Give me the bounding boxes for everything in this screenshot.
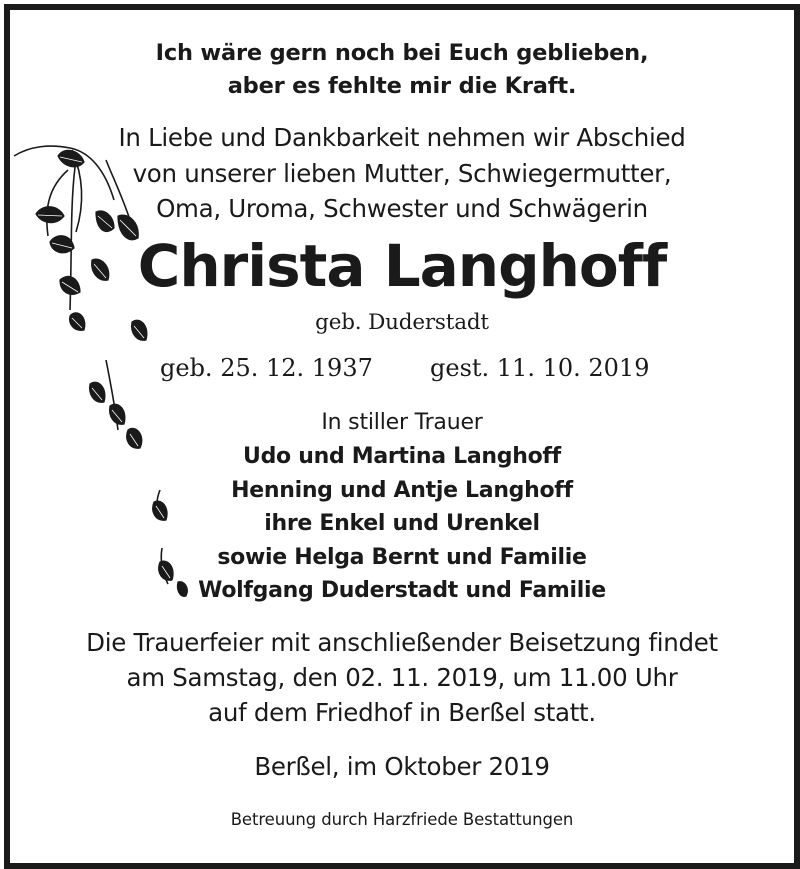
obituary-notice <box>4 4 800 869</box>
mourner-name: ihre Enkel und Urenkel <box>264 511 540 536</box>
funeral-home-credit: Betreuung durch Harzfriede Bestattungen <box>230 810 574 829</box>
motto-line-1: Ich wäre gern noch bei Euch geblieben, <box>155 40 649 66</box>
death-date: gest. 11. 10. 2019 <box>430 354 650 382</box>
intro-line-2: von unserer lieben Mutter, Schwiegermutter, <box>132 159 672 188</box>
maiden-name: geb. Duderstadt <box>315 310 489 335</box>
birth-date: geb. 25. 12. 1937 <box>160 354 373 382</box>
mourning-heading: In stiller Trauer <box>321 410 483 435</box>
motto-line-2: aber es fehlte mir die Kraft. <box>227 73 577 99</box>
funeral-line-3: auf dem Friedhof in Berßel statt. <box>208 698 596 727</box>
mourner-name: Udo und Martina Langhoff <box>243 444 561 469</box>
funeral-line-2: am Samstag, den 02. 11. 2019, um 11.00 Uhr <box>126 663 678 692</box>
intro-line-1: In Liebe und Dankbarkeit nehmen wir Abschied <box>118 123 686 152</box>
place-date: Berßel, im Oktober 2019 <box>254 752 550 781</box>
mourner-name: sowie Helga Bernt und Familie <box>217 545 587 570</box>
funeral-line-1: Die Trauerfeier mit anschließender Beisetzung findet <box>86 628 718 657</box>
deceased-name: Christa Langhoff <box>137 232 667 300</box>
mourner-name: Wolfgang Duderstadt und Familie <box>198 578 606 603</box>
mourner-name: Henning und Antje Langhoff <box>231 478 573 503</box>
intro-line-3: Oma, Uroma, Schwester und Schwägerin <box>156 194 648 223</box>
